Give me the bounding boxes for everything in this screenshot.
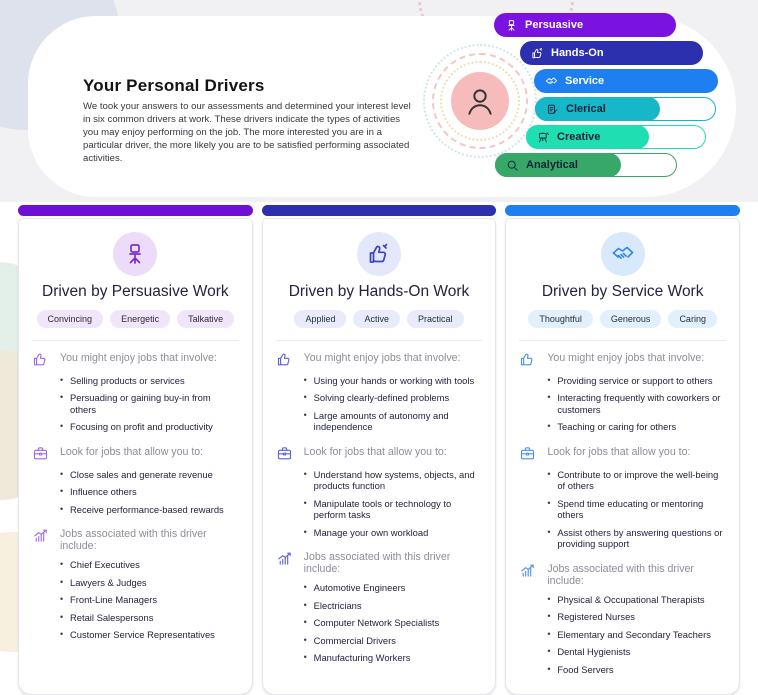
clipboard-icon [546, 103, 559, 116]
driver-label: Creative [557, 131, 601, 143]
jobs-section [263, 551, 496, 663]
list-item: • Receive performance-based rewards [60, 504, 239, 515]
driver-label: Analytical [526, 159, 578, 171]
driver-pill-service[interactable] [534, 69, 718, 93]
list-item: • Automotive Engineers [304, 582, 483, 593]
hand-wrench-icon [367, 242, 391, 266]
trait-tag: Thoughtful [528, 310, 593, 328]
jobs-section [506, 563, 739, 675]
list-item: • Manipulate tools or technology to perform tasks [304, 498, 483, 521]
list-item: • Commercial Drivers [304, 635, 483, 646]
avatar-circle [451, 72, 509, 130]
list-item: • Manufacturing Workers [304, 652, 483, 663]
trait-tag: Practical [407, 310, 464, 328]
thumbs-up-icon [276, 351, 293, 368]
trait-tag: Caring [668, 310, 717, 328]
card-icon-circle [601, 232, 645, 276]
office-chair-icon [123, 242, 147, 266]
divider [519, 340, 726, 341]
list-item: • Electricians [304, 600, 483, 611]
trait-tag: Convincing [37, 310, 104, 328]
enjoy-section [506, 352, 739, 433]
look-for-section [19, 446, 252, 515]
trait-tag: Applied [294, 310, 346, 328]
trait-tag: Active [353, 310, 400, 328]
section-heading: Look for jobs that allow you to: [547, 445, 691, 458]
list-item: • Interacting frequently with coworkers or customers [547, 392, 726, 415]
list-item: • Understand how systems, objects, and products function [304, 469, 483, 492]
driver-label: Service [565, 75, 605, 87]
divider [32, 340, 239, 341]
list-item: • Food Servers [547, 664, 726, 675]
jobs-section [19, 528, 252, 640]
list-item: • Dental Hygienists [547, 646, 726, 657]
thumbs-up-icon [519, 351, 536, 368]
list-item: • Focusing on profit and productivity [60, 421, 239, 432]
list-item: • Spend time educating or mentoring others [547, 498, 726, 521]
enjoy-section [19, 352, 252, 433]
section-heading: You might enjoy jobs that involve: [303, 352, 461, 364]
card-title: Driven by Service Work [541, 283, 704, 300]
list-item: • Influence others [60, 486, 239, 497]
handshake-icon [545, 75, 558, 88]
office-chair-icon [505, 19, 518, 32]
hand-wrench-icon [531, 47, 544, 60]
person-icon [463, 84, 497, 118]
page-description: We took your answers to our assessments and determined your interest level in six common drivers at work. These drivers indicate the types of activities you may enjoy performing on the job. The more interested you are in a particular driver, the more likely you are to be satisfied performing associated activities. [83, 101, 411, 165]
page-title: Your Personal Drivers [83, 76, 265, 95]
list-item: • Contribute to or improve the well-being of others [547, 469, 726, 492]
handshake-icon [611, 242, 635, 266]
list-item: • Chief Executives [60, 559, 239, 570]
list-item: • Selling products or services [60, 375, 239, 386]
section-heading: Jobs associated with this driver include: [60, 528, 207, 553]
section-heading: Jobs associated with this driver include: [547, 562, 694, 587]
card-accent-bar [262, 205, 497, 216]
list-item: • Using your hands or working with tools [304, 375, 483, 386]
card-accent-bar [505, 205, 740, 216]
card-title: Driven by Hands-On Work [288, 283, 470, 300]
section-heading: You might enjoy jobs that involve: [547, 352, 705, 364]
list-item: • Physical & Occupational Therapists [547, 594, 726, 605]
driver-pill-analytical[interactable] [495, 153, 677, 177]
driver-label: Clerical [566, 103, 606, 115]
trait-tag: Energetic [110, 310, 170, 328]
driver-pill-persuasive[interactable] [494, 13, 676, 37]
card-icon-circle [113, 232, 157, 276]
list-item: • Persuading or gaining buy-in from others [60, 392, 239, 415]
list-item: • Large amounts of autonomy and independence [304, 410, 483, 433]
thumbs-up-icon [32, 351, 49, 368]
divider [276, 340, 483, 341]
card-service [505, 205, 740, 695]
driver-label: Persuasive [525, 19, 584, 31]
briefcase-icon [32, 445, 49, 462]
list-item: • Computer Network Specialists [304, 617, 483, 628]
driver-pill-creative[interactable] [526, 125, 706, 149]
list-item: • Teaching or caring for others [547, 421, 726, 432]
section-heading: Jobs associated with this driver include: [303, 551, 451, 576]
list-item: • Manage your own workload [304, 527, 483, 538]
list-item: • Providing service or support to others [547, 375, 726, 386]
list-item: • Customer Service Representatives [60, 629, 239, 640]
trait-tag: Talkative [177, 310, 234, 328]
list-item: • Lawyers & Judges [60, 577, 239, 588]
look-for-section [263, 446, 496, 538]
card-title: Driven by Persuasive Work [42, 283, 229, 300]
driver-cards [18, 205, 740, 675]
list-item: • Front-Line Managers [60, 594, 239, 605]
driver-pill-clerical[interactable] [535, 97, 716, 121]
trait-tag: Generous [600, 310, 662, 328]
easel-icon [537, 131, 550, 144]
list-item: • Registered Nurses [547, 611, 726, 622]
list-item: • Elementary and Secondary Teachers [547, 629, 726, 640]
section-heading: Look for jobs that allow you to: [303, 445, 447, 458]
card-icon-circle [357, 232, 401, 276]
list-item: • Assist others by answering questions or providing support [547, 527, 726, 550]
avatar [423, 44, 537, 158]
card-hands-on [262, 205, 497, 695]
list-item: • Solving clearly-defined problems [304, 392, 483, 403]
chart-icon [519, 562, 536, 579]
briefcase-icon [519, 445, 536, 462]
list-item: • Retail Salespersons [60, 612, 239, 623]
section-heading: Look for jobs that allow you to: [60, 445, 204, 458]
list-item: • Close sales and generate revenue [60, 469, 239, 480]
card-persuasive [18, 205, 253, 695]
enjoy-section [263, 352, 496, 433]
driver-pill-hands-on[interactable] [520, 41, 703, 65]
chart-icon [276, 550, 293, 567]
card-accent-bar [18, 205, 253, 216]
driver-label: Hands-On [551, 47, 604, 59]
section-heading: You might enjoy jobs that involve: [60, 352, 217, 364]
look-for-section [506, 446, 739, 550]
hero-text [83, 76, 413, 165]
briefcase-icon [276, 445, 293, 462]
magnifier-icon [506, 159, 519, 172]
chart-icon [32, 527, 49, 544]
